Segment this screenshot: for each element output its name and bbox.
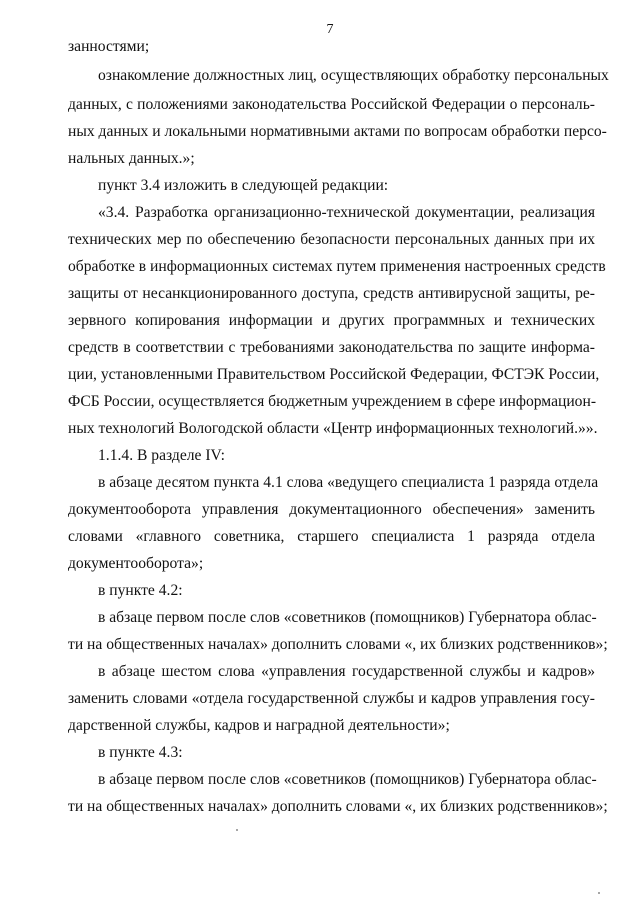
- text-line: документооборота»;: [68, 555, 204, 572]
- text-line: ных данных и локальными нормативными актами по вопросам обработки персо-: [68, 123, 607, 140]
- text-line: обработке в информационных системах путем применения настроенных средств: [68, 258, 606, 275]
- text-line: данных, с положениями законодательства Российской Федерации о персональ-: [68, 96, 595, 113]
- text-line: в абзаце шестом слова «управления государственной службы и кадров»: [98, 663, 595, 680]
- text-line: документооборота управления документационного обеспечения» заменить: [68, 501, 595, 518]
- text-line: зервного копирования информации и других программных и технических: [68, 312, 595, 329]
- text-line: словами «главного советника, старшего специалиста 1 разряда отдела: [68, 528, 595, 545]
- text-line: пункт 3.4 изложить в следующей редакции:: [98, 177, 389, 194]
- text-line: нальных данных.»;: [68, 150, 195, 167]
- scan-speck: [598, 892, 600, 894]
- text-line: «3.4. Разработка организационно-технической документации, реализация: [98, 204, 595, 221]
- text-line: средств в соответствии с требованиями законодательства по защите информа-: [68, 339, 595, 356]
- text-line: в пункте 4.2:: [98, 582, 183, 599]
- text-line: в пункте 4.3:: [98, 744, 183, 761]
- text-line: в абзаце первом после слов «советников (помощников) Губернатора облас-: [98, 609, 597, 626]
- text-line: ти на общественных началах» дополнить словами «, их близких родственников»;: [68, 798, 608, 815]
- text-line: ции, установленными Правительством Российской Федерации, ФСТЭК России,: [68, 366, 600, 383]
- text-line: заменить словами «отдела государственной службы и кадров управления госу-: [68, 690, 595, 707]
- text-line: в абзаце десятом пункта 4.1 слова «ведущего специалиста 1 разряда отдела: [98, 474, 599, 491]
- section-heading: 1.1.4. В разделе IV:: [98, 447, 225, 464]
- text-line: ознакомление должностных лиц, осуществляющих обработку персональных: [98, 67, 609, 84]
- page-number: 7: [326, 22, 334, 37]
- text-line: ти на общественных началах» дополнить словами «, их близких родственников»;: [68, 636, 608, 653]
- text-line: технических мер по обеспечению безопасности персональных данных при их: [68, 231, 595, 248]
- text-line: дарственной службы, кадров и наградной деятельности»;: [68, 717, 450, 734]
- scan-speck: [236, 829, 238, 831]
- text-line: ФСБ России, осуществляется бюджетным учреждением в сфере информацион-: [68, 393, 597, 410]
- text-line: в абзаце первом после слов «советников (помощников) Губернатора облас-: [98, 771, 597, 788]
- text-line: защиты от несанкционированного доступа, средств антивирусной защиты, ре-: [68, 285, 595, 302]
- text-line: занностями;: [68, 38, 150, 55]
- text-line: ных технологий Вологодской области «Центр информационных технологий.»».: [68, 420, 598, 437]
